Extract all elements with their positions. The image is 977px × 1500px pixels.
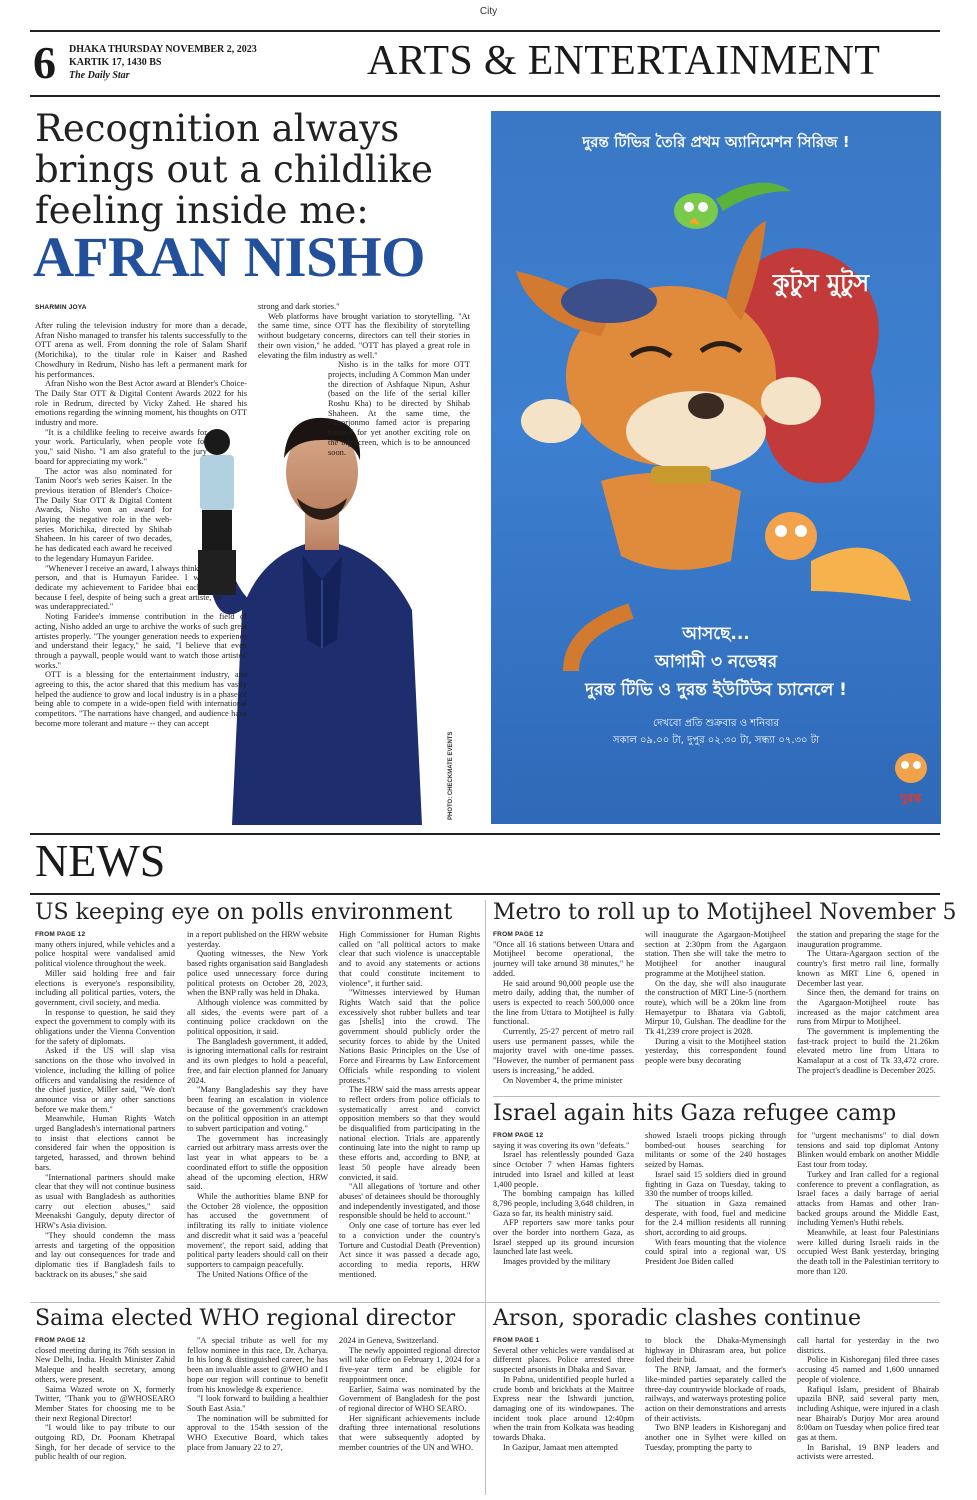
paragraph: "I look forward to building a healthier South East Asia." [187,1394,328,1413]
gaza-headline: Israel again hits Gaza refugee camp [493,1101,897,1126]
polls-headline: US keeping eye on polls environment [35,900,453,925]
section-title: ARTS & ENTERTAINMENT [367,38,881,84]
paragraph: The Bangladesh government, it added, is ignoring international calls for restraint and its own pledges to hold a peaceful, free, and fair election planned for January 2024. [187,1036,328,1085]
news-top-rule [30,833,940,835]
metro-column-3 [797,930,939,1090]
arson-column-1 [493,1336,634,1496]
paragraph: The actor was also nominated for Tanim Noor's web series Kaiser. In the previous iteration of Blender's Choice-The Daily Star OTT & Digital Content Awards, Nisho won an award for playing the negative role in the web-series Morichika, directed by Shihab Shaheen. In his career of two decades, he has dedicated each award he received to the legendary Humayun Faridee. [35,466,172,563]
paragraph: During a visit to the Motijheel station yesterday, this correspondent found people were busy decorating [645,1036,786,1066]
paragraph: With fears mounting that the violence could spiral into a regional war, US President Joe Biden called [645,1237,786,1267]
top-rule [30,30,940,32]
news-bottom-rule [30,893,940,895]
paragraph: Turkey and Iran called for a regional conference to prevent a conflagration, as Israel faces a daily barrage of aerial attacks from Hamas and other Iran-backed groups around the Middle East, including Yemen's Huthi rebels. [797,1169,939,1228]
paragraph: AFP reporters saw more tanks pour over the border into northern Gaza, as Israel stepped up its ground incursion launched late last week. [493,1218,634,1257]
paragraph: Currently, 25-27 percent of metro rail users use permanent passes, while the majority travel with one-time passes. "However, the number of permanent pass users is increasing," he added. [493,1027,634,1075]
paragraph: many others injured, while vehicles and a police hospital were vandalised amid political violence throughout the week. [35,939,175,969]
vertical-divider [485,900,486,1495]
paragraph: Meanwhile, Human Rights Watch urged Bangladesh's international partners to insist that elections cannot be considered fair when the opposition is targeted, harassed, and thrown behind bars. [35,1114,175,1172]
news-section-title: NEWS [35,835,166,886]
photo-credit: PHOTO: CHECKMATE EVENTS [448,731,454,820]
paragraph: After ruling the television industry for more than a decade, Afran Nisho managed to transfer his talents successfully to the OTT arena as well. From donning the role of Salam Sharif (Morichika), to the titular role in Kaiser and Rashed Chowdhury in Redrum, Nisho has left a permanent mark for his performances. [35,321,247,379]
paragraph: "Many Bangladeshis say they have been fearing an escalation in violence because of the government's crackdown on the political opposition in an attempt to subvert participation and voting." [187,1085,328,1134]
paper-name-logo: The Daily Star [69,70,130,81]
paragraph: Two BNP leaders in Kishoreganj and another one in Sylhet were killed on Tuesday, prompting the party to [645,1423,786,1452]
paragraph: Quoting witnesses, the New York based rights organisation said Bangladesh police used unnecessary force during political protests on October 28, 2023, when the BNP rally was held in Dhaka. [187,949,328,998]
paragraph: for "urgent mechanisms" to dial down tensions and said top diplomat Antony Blinken would embark on another Middle East tour from today. [797,1131,939,1170]
advert-coming: আসছে... [682,624,750,644]
paragraph: in a report published on the HRW website yesterday. [187,930,328,949]
paragraph: Although violence was committed by all sides, the events were part of a continuing police crackdown on the political opposition, it said. [187,997,328,1037]
arson-column-3 [797,1336,939,1496]
advert-channels: দুরন্ত টিভি ও দুরন্ত ইউটিউব চ্যানেলে ! [585,680,847,700]
from-page: FROM PAGE 12 [35,931,86,938]
paragraph: In Gazipur, Jamaat men attempted [503,1442,618,1452]
paragraph: Only one case of torture has ever led to a conviction under the country's Torture and Custodial Death (Prevention) Act since it was passed a decade ago, according to media reports, HRW mentioned. [339,1221,480,1279]
paragraph: The Uttara-Agargaon section of the country's first metro rail line, formally known as MRT Line 6, opened in December last year. [797,949,939,988]
paragraph: Police in Kishoreganj filed three cases accusing 45 named and 1,600 unnamed people of violence. [797,1355,939,1384]
bengali-date: KARTIK 17, 1430 BS [69,57,162,68]
cartoon-illustration [491,161,941,681]
saima-column-3 [339,1336,480,1496]
paragraph: 2024 in Geneva, Switzerland. [339,1336,439,1345]
section-label: City [479,6,498,17]
paragraph: Israel has relentlessly pounded Gaza since October 7 when Hamas fighters intruded into Israel and killed at least 1,400 people. [493,1150,634,1189]
paragraph: Saima Wazed wrote on X, formerly Twitter, "Thank you to @WHOSEARO Member States for choosing me to be their next Regional Director! [35,1384,175,1423]
paragraph: "International partners should make clear that they will not continue business as usual with Bangladesh as authorities carry out election abuses," said Meenakshi Ganguly, deputy director of HRW's Asia division. [35,1172,175,1231]
paragraph: The government has increasingly carried out arbitrary mass arrests over the last year in what appears to be a coordinated effort to stifle the opposition ahead of the upcoming election, HRW said. [187,1133,328,1192]
paragraph: Asked if the US will slap visa sanctions on the those who involved in violence, including the killing of police officers and vandalising the residence of the chief justice, Miller said, "We don't announce visa or any other sanctions before we make them." [35,1046,175,1114]
paragraph: OTT is a blessing for the entertainment industry, and agreeing to this, the actor shared that this medium has vastly helped the audience to grow and local industry is in a phase of being able to compete in a wide-open field with international competitors. "The narrations have changed, and audience have become more tolerant and mature -- they can accept [35,670,247,728]
paragraph: Israel said 15 soldiers died in ground fighting in Gaza on Tuesday, taking to 330 the number of troops killed. [645,1169,786,1199]
feature-headline [35,108,475,231]
paragraph: Rafiqul Islam, president of Bhairab upazila BNP, said several party men, including Ashique, were injured in a clash near Bhairab's Durjoy Mor area around 8:00am on Tuesday when police fired tear gas at them. [797,1384,939,1443]
gaza-column-2 [645,1131,786,1299]
paragraph: Web platforms have brought variation to storytelling. "At the same time, since OTT has the flexibility of storytelling without budgetary concerns, directors can tell their stories in their own vision," he added. "OTT has played a great role in elevating the film industry as well." [258,311,470,360]
paragraph: Miller said holding free and fair elections is everyone's responsibility, including all political parties, voters, the government, civil society, and media. [35,968,175,1007]
paragraph: The government is implementing the fast-track project to build the 21.26km elevated metro line from Uttara to Kamalapur at a cost of Tk 33,472 crore. The project's deadline is December 2025. [797,1027,939,1075]
from-page: FROM PAGE 12 [493,931,544,938]
paragraph: strong and dark stories." [258,302,340,311]
paragraph: Afran Nisho won the Best Actor award at Blender's Choice-The Daily Star OTT & Digital Content Awards 2022 for his role in Redrum, directed by Vicky Zahed. He shared his emotions regarding the winning moment, his thoughts on OTT industry and more. [35,379,247,428]
paragraph: The HRW said the mass arrests appear to reflect orders from police officials to systematically arrest and convict opposition members so that they would be disqualified from participating in the national election. Trials are apparently continuing late into the night to ramp up these efforts and, according to BNP, at least 50 people have already been convicted, it said. [339,1085,480,1182]
from-page: FROM PAGE 1 [493,1337,540,1344]
horizontal-divider [30,1302,940,1303]
from-page: FROM PAGE 12 [493,1132,544,1139]
advert-title: কুটুস মুটুস [772,269,870,297]
paragraph: In Barishal, 19 BNP leaders and activists were arrested. [797,1442,939,1462]
metro-headline: Metro to roll up to Motijheel November 5 [493,900,957,925]
arson-column-2 [645,1336,786,1496]
logo-text: দুরন্ত [900,791,922,805]
metro-column-2 [645,930,786,1090]
gaza-column-1 [493,1131,634,1299]
advert-date: আগামী ৩ নভেম্বর [654,652,778,672]
paragraph: will inaugurate the Agargaon-Motijheel section at 2:30pm from the Agargaon station. Then she will take the metro to Motijheel for another inaugural programme at the Motijheel station. [645,930,786,978]
saima-column-2 [187,1336,328,1496]
masthead-bottom-rule [30,95,940,97]
paragraph: In Pabna, unidentified people hurled a crude bomb and brickbats at the Maitree Express near the Ishwardi junction, damaging one of its windowpanes. The incident took place around 12:40pm when the train from Kolkata was heading towards Dhaka. [493,1374,634,1443]
paragraph: closed meeting during its 76th session in New Delhi, India. Health Minister Zahid Maleque and health secretary, among others, were present. [35,1345,175,1384]
paragraph: Since then, the demand for trains on the Agargaon-Motijheel route has increased as the major catchment area runs from Mirpur to Motijheel. [797,988,939,1027]
paragraph: "Once all 16 stations between Uttara and Motijheel become operational, the journey will take around 38 minutes," he added. [493,939,634,978]
paragraph: The newly appointed regional director will take office on February 1, 2024 for a five-year term and be eligible for reappointment once. [339,1345,480,1384]
paragraph: Noting Faridee's immense contribution in the field of acting, Nisho added an urge to archive the works of such great artistes properly. "The younger generation needs to experience and understand their legacy," he said, "I believe that even through a paywall, people would want to watch those artistes' works." [35,612,247,670]
paragraph: "A special tribute as well for my fellow nominee in this race, Dr. Acharya. In his long & distinguished career, he has been an invaluable asset to @WHO and I hope our region will continue to benefit from his knowledge & experience. [187,1336,328,1394]
paragraph: Meanwhile, at least four Palestinians were killed during Israeli raids in the occupied West Bank yesterday, bringing the death toll in the Palestinian territory to more than 120. [797,1228,939,1276]
horizontal-divider [493,1096,940,1097]
paragraph: saying it was covering its own "defeats." [493,1140,630,1150]
paragraph: the station and preparing the stage for the inauguration programme. [797,930,939,949]
paragraph: to block the Dhaka-Mymensingh highway in Dhirasram area, but police foiled their bid. [645,1336,786,1365]
paragraph: The nomination will be submitted for approval to the 154th session of the WHO Executive Board, which takes place from January 22 to 27, [187,1413,328,1452]
paragraph: "I would like to pay tribute to our outgoing RD, Dr. Poonam Khetrapal Singh, for her decade of service to the public health of our region. [35,1423,175,1462]
advert-top-line: দুরন্ত টিভির তৈরি প্রথম অ্যানিমেশন সিরিজ ! [582,133,850,151]
advert-days: দেখবো প্রতি শুক্রবার ও শনিবার [653,718,779,729]
paragraph: "They should condemn the mass arrests and targeting of the opposition and lay out consequences for trade and diplomatic ties if Bangladesh fails to backtrack on its abuses," she said [35,1230,175,1279]
polls-column-3 [339,930,480,1298]
feature-column-2 [258,302,470,517]
byline: SHARMIN JOYA [35,304,87,311]
duronto-logo [889,751,933,811]
paragraph: He said around 90,000 people use the metro daily, adding that, the number of users is expected to reach 500,000 once the line from Uttara to Motijheel is fully functional. [493,978,634,1027]
date-line: DHAKA THURSDAY NOVEMBER 2, 2023 [69,44,257,55]
headline-line: feeling inside me: [35,189,369,232]
gaza-column-3 [797,1131,939,1299]
paragraph: Her significant achievements include drafting three international resolutions that were subsequently adopted by member countries of the UN and WHO. [339,1413,480,1452]
page-number: 6 [33,37,56,88]
advert-times: সকাল ০৯.০০ টা, দুপুর ০২.৩০ টা, সন্ধ্যা ০৭.৩০ টা [612,735,820,746]
from-page: FROM PAGE 12 [35,1337,86,1344]
paragraph: The bombing campaign has killed 8,796 people, including 3,648 children, in Gaza so far, its health ministry said. [493,1189,634,1218]
headline-line: Recognition always [35,107,400,150]
paragraph: "Whenever I receive an award, I always think of one person, and that is Humayun Faridee. I want to dedicate my achievement to Faridee bhai each time, because I feel, despite of being such a great artiste, he was underappreciated." [35,563,222,612]
paragraph: "All allegations of 'torture and other abuses' of detainees should be thoroughly and independently investigated, and those responsible should be held to account." [339,1182,480,1221]
paragraph: In response to question, he said they expect the government to comply with its obligations under the Vienna Convention for the safety of diplomats. [35,1007,175,1046]
paragraph: "It is a childlike feeling to receive awards for your work. Particularly, when people vote for you," said Nisho. "I am also grateful to the jury board for appreciating my work." [35,427,207,466]
paragraph: On the day, she will also inaugurate the construction of MRT Line-5 (northern route), which will be a 20km line from Hemayetpur to Bhatara via Gabtoli, Mirpur 10, Gulshan. The deadline for the Tk 41,239 crore project is 2028. [645,978,786,1037]
paragraph: Earlier, Saima was nominated by the Government of Bangladesh for the post of regional director of WHO SEARO. [339,1384,480,1413]
paragraph: The situation in Gaza remained desperate, with food, fuel and medicine for the 2.4 million residents all running short, according to aid groups. [645,1198,786,1238]
feature-column-1 [35,321,247,836]
feature-name: AFRAN NISHO [33,226,425,289]
paragraph: The BNP, Jamaat, and the former's like-minded parties separately called the three-day countrywide blockade of roads, railways, and waterways protesting police action on their demonstrations and arrests of their activists. [645,1365,786,1423]
cartoon-advert[interactable] [491,111,941,824]
metro-column-1 [493,930,634,1090]
saima-headline: Saima elected WHO regional director [35,1306,456,1331]
polls-column-2 [187,930,328,1298]
paragraph: Images provided by the military [503,1257,611,1267]
paragraph: call hartal for yesterday in the two districts. [797,1336,939,1355]
paragraph: "Witnesses interviewed by Human Rights Watch said that the police excessively shot rubber bullets and tear gas [shells] into the crowd. The government should publicly order the security forces to abide by the United Nations Basic Principles on the Use of Force and Firearms by Law Enforcement Officials while responding to violent protests." [339,988,480,1085]
paragraph: showed Israeli troops picking through bombed-out houses searching for militants or some of the 240 hostages seized by Hamas. [645,1131,786,1170]
paragraph: On November 4, the prime minister [503,1075,623,1085]
paragraph: High Commissioner for Human Rights called on "all political actors to make clear that such violence is unacceptable and to avoid any statements or actions that could constitute incitement to violence", it further said. [339,930,480,988]
paragraph: While the authorities blame BNP for the October 28 violence, the opposition has accused the government of infiltrating its rally to initiate violence and discredit what it said was a 'peaceful movement', the report said, adding that political party leaders should call on their supporters to campaign peacefully. [187,1191,328,1269]
paragraph: Nisho is in the talks for more OTT projects, including A Common Man under the direction of Ashfaque Nipun, Ashur (based on the life of the serial killer Roshu Kha) to be directed by Shihab Shaheen. At the same time, the Punorjonmo famed actor is preparing himself for yet another exciting role on the big screen, which is to be announced soon. [328,360,470,457]
saima-column-1 [35,1336,175,1496]
headline-line: brings out a childlike [35,148,433,191]
arson-headline: Arson, sporadic clashes continue [493,1306,861,1331]
paragraph: The United Nations Office of the [197,1269,308,1279]
paragraph: Several other vehicles were vandalised at different places. Police arrested three suspected arsonists in Dhaka and Savar. [493,1345,634,1375]
polls-column-1 [35,930,175,1298]
